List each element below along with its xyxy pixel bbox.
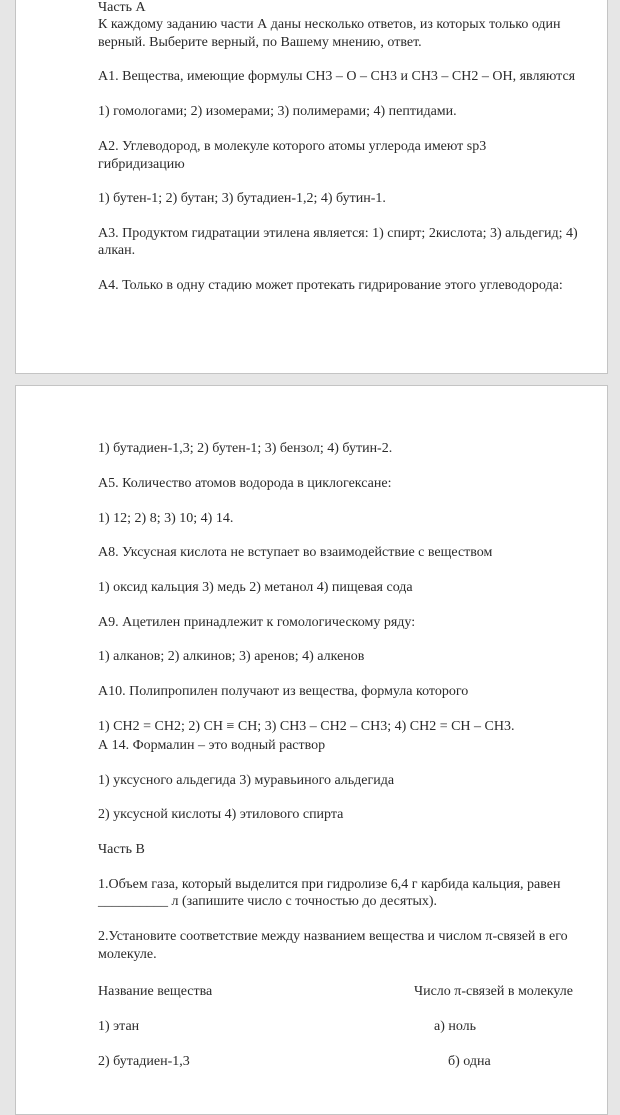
question-a5: А5. Количество атомов водорода в циклогексане: <box>98 476 392 491</box>
document-page-2 <box>15 385 608 1115</box>
answers-a14-line-1: 1) уксусного альдегида 3) муравьиного альдегида <box>98 773 395 788</box>
question-b1-line-2: __________ л (запишите число с точностью до десятых). <box>98 894 438 909</box>
question-a14: А 14. Формалин – это водный раствор <box>98 738 326 753</box>
answers-a9: 1) алканов; 2) алкинов; 3) аренов; 4) алкенов <box>98 649 365 664</box>
question-b2-line-2: молекуле. <box>98 947 157 962</box>
question-a4: А4. Только в одну стадию может протекать гидрирование этого углеводорода: <box>98 278 563 293</box>
answers-a10: 1) СН2 = СН2; 2) СН ≡ СН; 3) СН3 – СН2 – СН3; 4) СН2 = СН – СН3. <box>98 719 515 734</box>
question-a8: А8. Уксусная кислота не вступает во взаимодействие с веществом <box>98 545 493 560</box>
answers-a14-line-2: 2) уксусной кислоты 4) этилового спирта <box>98 807 344 822</box>
answers-a4: 1) бутадиен-1,3; 2) бутен-1; 3) бензол; 4) бутин-2. <box>98 441 393 456</box>
question-a1: А1. Вещества, имеющие формулы СН3 – О – СН3 и СН3 – СН2 – ОН, являются <box>98 69 576 84</box>
question-a3-line-1: А3. Продуктом гидратации этилена является: 1) спирт; 2кислота; 3) альдегид; 4) <box>98 226 578 241</box>
intro-text-line-2: верный. Выберите верный, по Вашему мнению, ответ. <box>98 35 422 50</box>
table-header-pi-bonds: Число π-связей в молекуле <box>414 984 574 999</box>
table-row-2-pi-bonds: б) одна <box>448 1054 491 1069</box>
answers-a8: 1) оксид кальция 3) медь 2) метанол 4) пищевая сода <box>98 580 413 595</box>
question-a2-line-1: А2. Углеводород, в молекуле которого атомы углерода имеют sp3 <box>98 139 487 154</box>
table-row-1-pi-bonds: а) ноль <box>434 1019 477 1034</box>
answers-a5: 1) 12; 2) 8; 3) 10; 4) 14. <box>98 511 234 526</box>
question-a9: А9. Ацетилен принадлежит к гомологическому ряду: <box>98 615 416 630</box>
question-a10: А10. Полипропилен получают из вещества, формула которого <box>98 684 469 699</box>
intro-text-line-1: К каждому заданию части А даны несколько ответов, из которых только один <box>98 17 561 32</box>
question-b1-line-1: 1.Объем газа, который выделится при гидролизе 6,4 г карбида кальция, равен <box>98 877 561 892</box>
question-b2-line-1: 2.Установите соответствие между названием вещества и числом π-связей в его <box>98 929 568 944</box>
question-a3-line-2: алкан. <box>98 243 136 258</box>
document-page-1 <box>15 0 608 374</box>
question-a2-line-2: гибридизацию <box>98 157 185 172</box>
table-row-1-substance: 1) этан <box>98 1019 140 1034</box>
table-header-substance: Название вещества <box>98 984 213 999</box>
table-row-2-substance: 2) бутадиен-1,3 <box>98 1054 190 1069</box>
part-a-heading: Часть А <box>98 0 146 15</box>
part-b-heading: Часть В <box>98 842 145 857</box>
answers-a2: 1) бутен-1; 2) бутан; 3) бутадиен-1,2; 4) бутин-1. <box>98 191 386 206</box>
answers-a1: 1) гомологами; 2) изомерами; 3) полимерами; 4) пептидами. <box>98 104 457 119</box>
